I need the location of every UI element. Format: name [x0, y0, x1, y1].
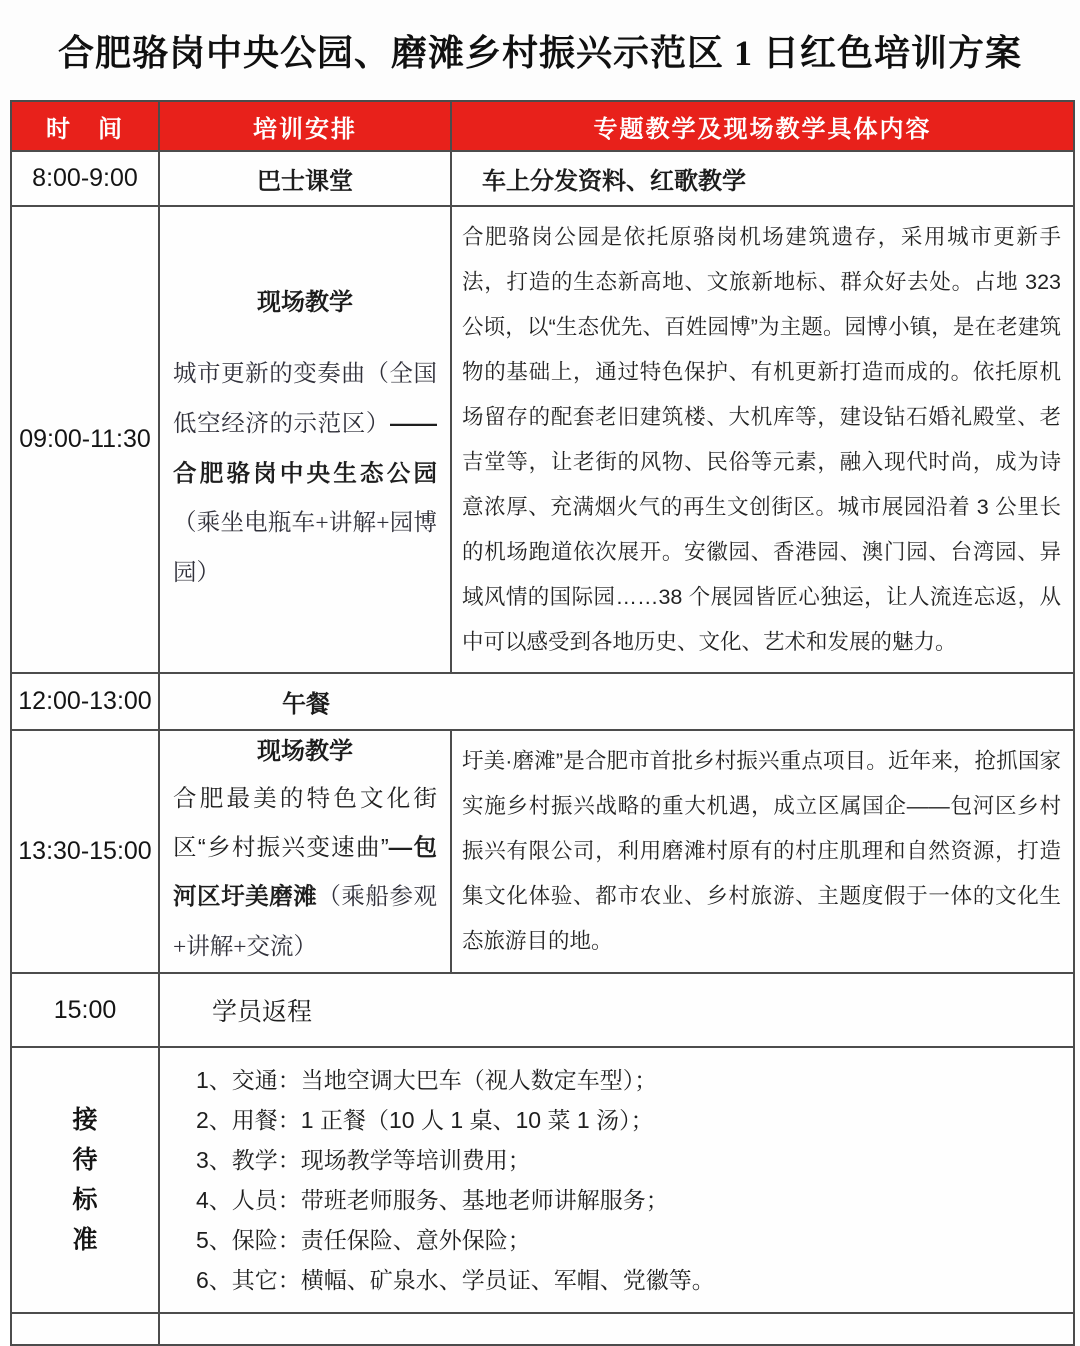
header-content: 专题教学及现场教学具体内容	[451, 101, 1074, 151]
lunch-arrangement: 午餐	[282, 691, 330, 718]
afternoon-arrangement	[159, 730, 451, 973]
afternoon-arr-bold: —包河区圩美磨滩	[173, 834, 438, 909]
reception-label-char-3: 标	[72, 1186, 98, 1214]
morning-arrangement-text	[160, 349, 450, 598]
afternoon-arrangement-title: 现场教学	[257, 738, 353, 765]
afternoon-arr-part2: （乘船参观+讲解+交流）	[173, 884, 438, 960]
afternoon-content: 圩美·磨滩”是合肥市首批乡村振兴重点项目。近年来，抢抓国家实施乡村振兴战略的重大机遇，成立区属国企——包河区乡村振兴有限公司，利用磨滩村原有的村庄肌理和自然资源，打造集文化体验、都市农业、乡村旅游、主题度假于一体的文化生态旅游目的地。	[451, 730, 1074, 973]
morning-content: 合肥骆岗公园是依托原骆岗机场建筑遗存，采用城市更新手法，打造的生态新高地、文旅新地标、群众好去处。占地 323 公顷，以“生态优先、百姓园博”为主题。园博小镇，是在老建筑物的基础上，通过特色保护、有机更新打造而成的。依托原机场留存的配套老旧建筑楼、大机库等，建设钻石婚礼殿堂、老吉堂等，让老街的风物、民俗等元素，融入现代时尚，成为诗意浓厚、充满烟火气的再生文创街区。城市展园沿着 3 公里长的机场跑道依次展开。安徽园、香港园、澳门园、台湾园、异域风情的国际园……38 个展园皆匠心独运，让人流连忘返，从中可以感受到各地历史、文化、艺术和发展的魅力。	[451, 206, 1074, 673]
morning-time: 09:00-11:30	[11, 206, 159, 673]
morning-arr-bold: ——合肥骆岗中央生态公园	[173, 409, 437, 486]
reception-label	[11, 1047, 159, 1313]
reception-item: 2、用餐：1 正餐（10 人 1 桌、10 菜 1 汤）；	[196, 1107, 654, 1133]
afternoon-time: 13:30-15:00	[11, 730, 159, 973]
row-partial-bottom	[11, 1313, 1074, 1345]
page-title: 合肥骆岗中央公园、磨滩乡村振兴示范区 1 日红色培训方案	[57, 32, 1022, 73]
header-arrangement: 培训安排	[159, 101, 451, 151]
afternoon-arr-part1: 合肥最美的特色文化街区“乡村振兴变速曲”	[173, 785, 437, 860]
row-reception-standard	[11, 1047, 1074, 1313]
reception-item: 1、交通：当地空调大巴车（视人数定车型）；	[196, 1067, 658, 1093]
partial-content-cell	[159, 1313, 1074, 1345]
reception-label-char-4: 准	[72, 1226, 98, 1254]
lunch-arrangement-cell	[159, 673, 1074, 730]
reception-item: 5、保险：责任保险、意外保险；	[196, 1227, 531, 1253]
lunch-time: 12:00-13:00	[11, 673, 159, 730]
return-time: 15:00	[11, 973, 159, 1047]
header-time: 时 间	[11, 101, 159, 151]
morning-arrangement	[159, 206, 451, 673]
row-bus-class	[11, 151, 1074, 206]
row-return	[11, 973, 1074, 1047]
bus-time: 8:00-9:00	[11, 151, 159, 206]
row-afternoon-session	[11, 730, 1074, 973]
bus-content: 车上分发资料、红歌教学	[451, 151, 1074, 206]
morning-arr-part2: （乘坐电瓶车+讲解+园博园）	[173, 509, 437, 586]
morning-arrangement-title: 现场教学	[257, 288, 353, 316]
reception-item: 4、人员：带班老师服务、基地老师讲解服务；	[196, 1187, 669, 1213]
partial-time-cell	[11, 1313, 159, 1345]
reception-label-char-2: 待	[72, 1146, 98, 1174]
afternoon-arrangement-text	[160, 774, 450, 972]
return-arrangement: 学员返程	[159, 973, 1074, 1047]
reception-item: 6、其它：横幅、矿泉水、学员证、军帽、党徽等。	[196, 1267, 715, 1293]
table-header-row	[11, 101, 1074, 151]
row-lunch	[11, 673, 1074, 730]
morning-arr-part1: 城市更新的变奏曲（全国低空经济的示范区）	[173, 360, 437, 437]
reception-items-cell	[159, 1047, 1074, 1313]
row-morning-session	[11, 206, 1074, 673]
training-schedule-table	[10, 100, 1075, 1346]
reception-label-char-1: 接	[72, 1106, 98, 1134]
reception-item: 3、教学：现场教学等培训费用；	[196, 1147, 531, 1173]
bus-arrangement: 巴士课堂	[159, 151, 451, 206]
